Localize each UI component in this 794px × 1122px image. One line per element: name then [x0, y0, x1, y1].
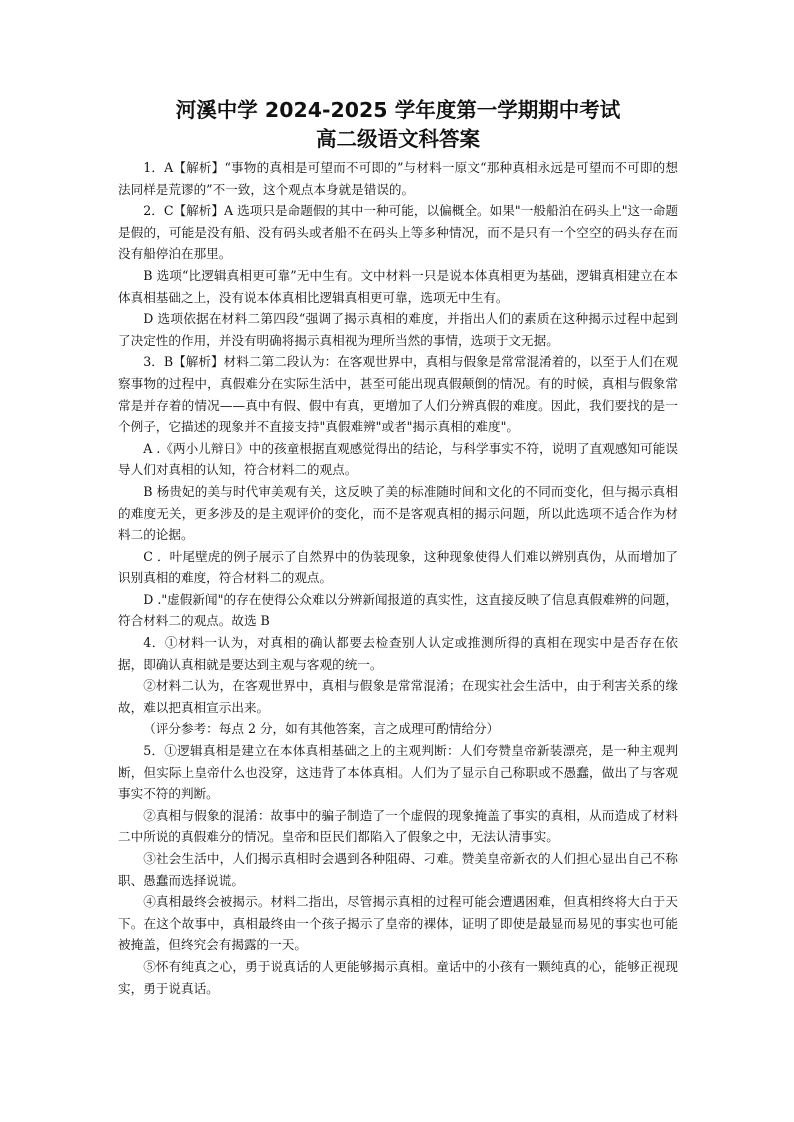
- answer-q3: 3．B【解析】材料二第二段认为：在客观世界中，真相与假象是常常混淆着的，以至于人们在观察事物的过程中，真假难分在实际生活中，甚至可能出现真假颠倒的情况。有的时候，真相与假象常常是并存着的情况——真中有假、假中有真，更增加了人们分辨真假的难度。因此，我们要找的是一个例子，它描述的现象并不直接支持"真假难辨"或者"揭示真相的难度"。: [118, 354, 678, 435]
- answer-q3-option-b: B 杨贵妃的美与时代审美观有关，这反映了美的标准随时间和文化的不同而变化，但与揭示真相的难度无关，更多涉及的是主观评价的变化，而不是客观真相的揭示问题，所以此选项不适合作为材料二的论据。: [118, 483, 678, 543]
- scoring-note: （评分参考：每点 2 分，如有其他答案，言之成理可酌情给分）: [143, 721, 500, 737]
- answer-q2-option-b: B 选项“比逻辑真相更可靠”无中生有。文中材料一只是说本体真相更为基础，逻辑真相建立在本体真相基础之上，没有说本体真相比逻辑真相更可靠，选项无中生有。: [118, 267, 678, 305]
- answer-q1: 1．A【解析】“事物的真相是可望而不可即的”与材料一原文“那种真相永远是可望而不可即的想法同样是荒谬的”不一致，这个观点本身就是错误的。: [118, 160, 678, 197]
- document-title-line2: 高二级语文科答案: [316, 127, 480, 151]
- answer-q4-point1: 4．①材料一认为，对真相的确认都要去检查别人认定或推测所得的真相在现实中是否存在依据，即确认真相就是要达到主观与客观的统一。: [118, 635, 678, 672]
- answer-content: [118, 157, 678, 999]
- answer-q3-option-a: A .《两小儿辩日》中的孩童根据直观感觉得出的结论，与科学事实不符，说明了直观感知可能误导人们对真相的认知，符合材料二的观点。: [118, 440, 678, 478]
- answer-q5-point1: 5．①逻辑真相是建立在本体真相基础之上的主观判断：人们夸赞皇帝新装漂亮，是一种主观判断，但实际上皇帝什么也没穿，这违背了本体真相。人们为了显示自己称职或不愚蠢，做出了与客观事实不符的判断。: [118, 743, 678, 802]
- answer-q2: 2．C【解析】A 选项只是命题假的其中一种可能，以偏概全。如果"一般船泊在码头上"这一命题是假的，可能是没有船、没有码头或者船不在码头上等多种情况，而不是只有一个空空的码头存在而没有船停泊在那里。: [118, 203, 678, 262]
- answer-q5-point4: ④真相最终会被揭示。材料二指出，尽管揭示真相的过程可能会遭遇困难，但真相终将大白于天下。在这个故事中，真相最终由一个孩子揭示了皇帝的裸体，证明了即使是最显而易见的事实也可能被掩盖，但终究会有揭露的一天。: [118, 894, 678, 953]
- answer-q3-option-c: C ．叶尾壁虎的例子展示了自然界中的伪装现象，这种现象使得人们难以辨别真伪，从而增加了识别真相的难度，符合材料二的观点。: [118, 548, 678, 586]
- answer-document: [118, 96, 678, 999]
- answer-q2-option-d: D 选项依据在材料二第四段“强调了揭示真相的难度，并指出人们的素质在这种揭示过程中起到了决定性的作用，并没有明确将揭示真相视为理所当然的事情，选项于文无据。: [118, 311, 678, 348]
- answer-q5-point5: ⑤怀有纯真之心，勇于说真话的人更能够揭示真相。童话中的小孩有一颗纯真的心，能够正视现实，勇于说真话。: [118, 958, 678, 996]
- answer-q3-option-d: D ."虚假新闻"的存在使得公众难以分辨新闻报道的真实性，这直接反映了信息真假难辨的问题，符合材料二的观点。故选 B: [118, 591, 678, 629]
- answer-q4-point2: ②材料二认为，在客观世界中，真相与假象是常常混淆；在现实社会生活中，由于利害关系的缘故，难以把真相宣示出来。: [118, 678, 678, 715]
- answer-q5-point3: ③社会生活中，人们揭示真相时会遇到各种阻碍、刁难。赞美皇帝新衣的人们担心显出自己不称职、愚蠢而选择说谎。: [118, 851, 678, 888]
- document-title-line1: 河溪中学 2024-2025 学年度第一学期期中考试: [175, 98, 621, 122]
- answer-q5-point2: ②真相与假象的混淆：故事中的骗子制造了一个虚假的现象掩盖了事实的真相，从而造成了材料二中所说的真假难分的情况。皇帝和臣民们都陷入了假象之中，无法认清事实。: [118, 807, 678, 845]
